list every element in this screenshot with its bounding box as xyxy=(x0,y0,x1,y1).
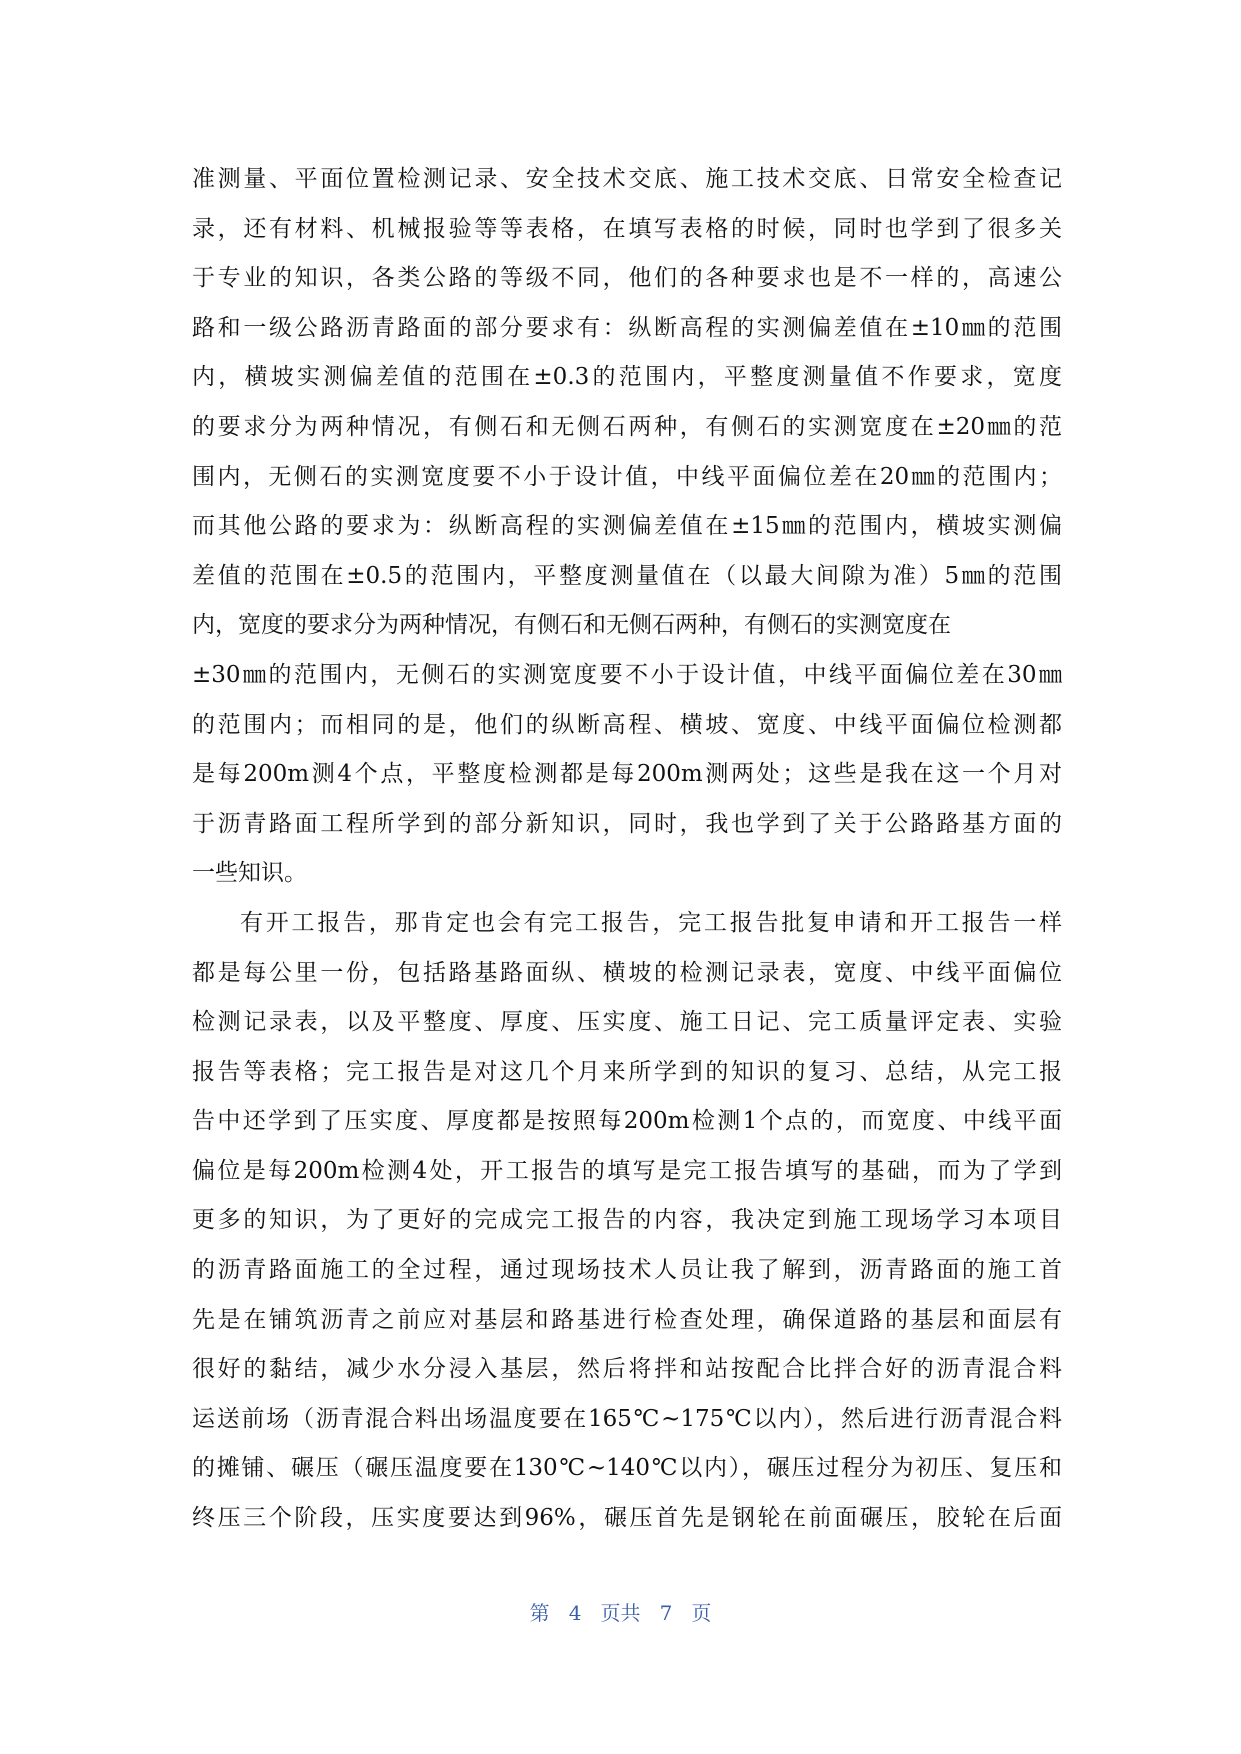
text-line: 都是每公里一份，包括路基路面纵、横坡的检测记录表，宽度、中线平面偏位 xyxy=(192,959,1062,986)
paragraph-1 xyxy=(192,155,1062,899)
text-line: 内，横坡实测偏差值的范围在±0.3的范围内，平整度测量值不作要求，宽度 xyxy=(192,364,1062,391)
footer-current-page: 4 xyxy=(568,1601,582,1625)
text-line: 先是在铺筑沥青之前应对基层和路基进行检查处理，确保道路的基层和面层有 xyxy=(192,1306,1062,1333)
footer-middle: 页共 xyxy=(600,1601,641,1625)
paragraph-2 xyxy=(192,899,1062,1544)
text-line: 的范围内；而相同的是，他们的纵断高程、横坡、宽度、中线平面偏位检测都 xyxy=(192,711,1062,738)
text-line: 路和一级公路沥青路面的部分要求有：纵断高程的实测偏差值在±10㎜的范围 xyxy=(192,314,1062,341)
footer-prefix: 第 xyxy=(529,1601,550,1625)
text-line: 于沥青路面工程所学到的部分新知识，同时，我也学到了关于公路路基方面的 xyxy=(192,810,1062,837)
text-line: 准测量、平面位置检测记录、安全技术交底、施工技术交底、日常安全检查记 xyxy=(192,166,1062,192)
text-line: 的摊铺、碾压（碾压温度要在130℃~140℃以内），碾压过程分为初压、复压和 xyxy=(192,1455,1062,1482)
text-line: 而其他公路的要求为：纵断高程的实测偏差值在±15㎜的范围内，横坡实测偏 xyxy=(192,513,1062,540)
page-footer xyxy=(0,1597,1241,1626)
text-line: 偏位是每200m检测4处，开工报告的填写是完工报告填写的基础，而为了学到 xyxy=(192,1157,1062,1184)
text-line: 报告等表格；完工报告是对这几个月来所学到的知识的复习、总结，从完工报 xyxy=(192,1058,1062,1085)
body-text xyxy=(192,155,1062,1544)
text-line: 内，宽度的要求分为两种情况，有侧石和无侧石两种，有侧石的实测宽度在 xyxy=(192,612,951,639)
text-line: 一些知识。 xyxy=(192,860,307,887)
text-line: 的沥青路面施工的全过程，通过现场技术人员让我了解到，沥青路面的施工首 xyxy=(192,1257,1062,1284)
text-line: 的要求分为两种情况，有侧石和无侧石两种，有侧石的实测宽度在±20㎜的范 xyxy=(192,413,1062,440)
footer-suffix: 页 xyxy=(691,1601,712,1625)
text-line: 录，还有材料、机械报验等等表格，在填写表格的时候，同时也学到了很多关 xyxy=(192,215,1062,242)
text-line: 是每200m测4个点，平整度检测都是每200m测两处；这些是我在这一个月对 xyxy=(192,761,1062,788)
text-line: 告中还学到了压实度、厚度都是按照每200m检测1个点的，而宽度、中线平面 xyxy=(192,1108,1062,1135)
footer-total-pages: 7 xyxy=(659,1601,673,1625)
text-line: 终压三个阶段，压实度要达到96%，碾压首先是钢轮在前面碾压，胶轮在后面 xyxy=(192,1505,1062,1532)
text-line: 运送前场（沥青混合料出场温度要在165℃~175℃以内），然后进行沥青混合料 xyxy=(192,1405,1062,1432)
text-line: 于专业的知识，各类公路的等级不同，他们的各种要求也是不一样的，高速公 xyxy=(192,265,1062,292)
text-line: ±30㎜的范围内，无侧石的实测宽度要不小于设计值，中线平面偏位差在30㎜ xyxy=(192,661,1062,688)
text-line: 检测记录表，以及平整度、厚度、压实度、施工日记、完工质量评定表、实验 xyxy=(192,1009,1062,1036)
text-line: 很好的黏结，减少水分浸入基层，然后将拌和站按配合比拌合好的沥青混合料 xyxy=(192,1356,1062,1383)
text-line: 更多的知识，为了更好的完成完工报告的内容，我决定到施工现场学习本项目 xyxy=(192,1207,1062,1234)
text-line: 有开工报告，那肯定也会有完工报告，完工报告批复申请和开工报告一样 xyxy=(240,909,1062,936)
text-line: 差值的范围在±0.5的范围内，平整度测量值在（以最大间隙为准）5㎜的范围 xyxy=(192,562,1062,589)
text-line: 围内，无侧石的实测宽度要不小于设计值，中线平面偏位差在20㎜的范围内； xyxy=(192,463,1062,490)
